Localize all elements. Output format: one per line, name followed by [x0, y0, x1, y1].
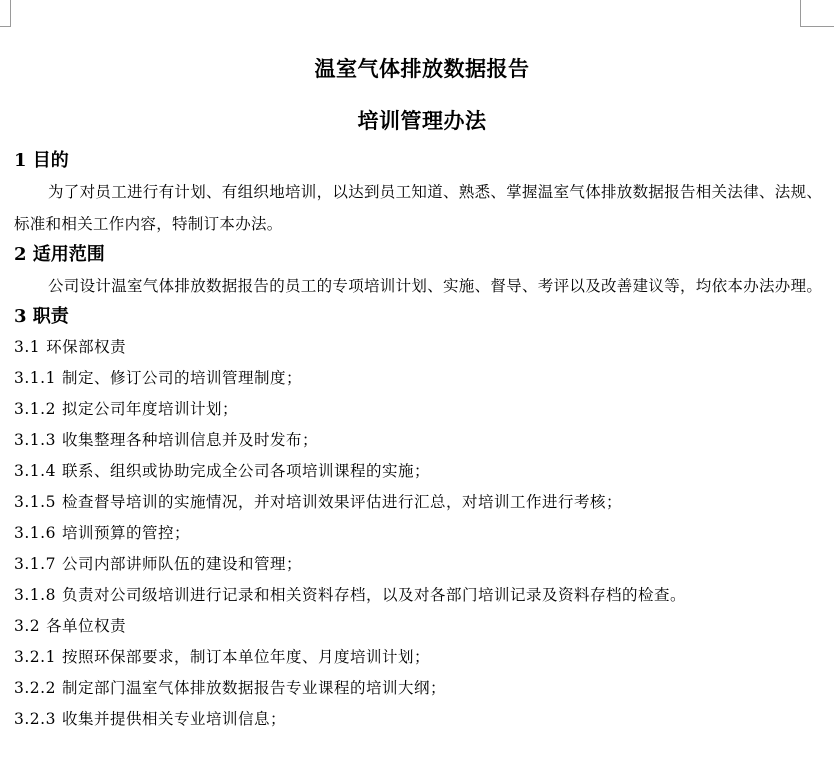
page-corner-mark-right: [800, 0, 834, 27]
list-item: [14, 332, 830, 363]
section-paragraph-scope: 公司设计温室气体排放数据报告的员工的专项培训计划、实施、督导、考评以及改善建议等，均依本办法办理。: [48, 277, 823, 295]
item-text: 制定、修订公司的培训管理制度；: [61, 369, 302, 387]
document-title: 温室气体排放数据报告: [314, 56, 530, 81]
list-item: [14, 580, 830, 611]
section-paragraph-purpose: 为了对员工进行有计划、有组织地培训，以达到员工知道、熟悉、掌握温室气体排放数据报告相关法律、法规、标准和相关工作内容，特制订本办法。: [14, 183, 823, 233]
item-number: 3.2.2: [14, 679, 56, 697]
item-text: 培训预算的管控；: [61, 524, 190, 542]
item-text: 各单位权责: [46, 617, 127, 635]
item-number: 3.1.2: [14, 400, 56, 418]
section-heading-purpose: 1 目的: [14, 150, 69, 171]
item-number: 3.2: [14, 617, 41, 635]
list-item: [14, 704, 830, 735]
item-text: 收集并提供相关专业培训信息；: [61, 710, 286, 728]
list-item: [14, 487, 830, 518]
list-item: [14, 394, 830, 425]
item-text: 收集整理各种培训信息并及时发布；: [61, 431, 318, 449]
list-item: [14, 611, 830, 642]
item-number: 3.1: [14, 338, 41, 356]
item-number: 3.1.3: [14, 431, 56, 449]
item-number: 3.1.7: [14, 555, 56, 573]
item-number: 3.1.4: [14, 462, 56, 480]
document-page: [14, 52, 830, 735]
item-text: 检查督导培训的实施情况，并对培训效果评估进行汇总，对培训工作进行考核；: [61, 493, 622, 511]
list-item: [14, 363, 830, 394]
item-text: 联系、组织或协助完成全公司各项培训课程的实施；: [61, 462, 430, 480]
list-item: [14, 518, 830, 549]
item-text: 拟定公司年度培训计划；: [61, 400, 238, 418]
item-number: 3.1.6: [14, 524, 56, 542]
item-number: 3.1.1: [14, 369, 56, 387]
item-text: 按照环保部要求，制订本单位年度、月度培训计划；: [61, 648, 430, 666]
list-item: [14, 642, 830, 673]
item-number: 3.1.5: [14, 493, 56, 511]
document-subtitle: 培训管理办法: [357, 108, 487, 133]
item-number: 3.2.1: [14, 648, 56, 666]
list-item: [14, 425, 830, 456]
list-item: [14, 549, 830, 580]
responsibility-list: [14, 332, 830, 735]
list-item: [14, 673, 830, 704]
item-number: 3.1.8: [14, 586, 56, 604]
section-heading-responsibilities: 3 职责: [14, 306, 69, 327]
item-text: 制定部门温室气体排放数据报告专业课程的培训大纲；: [61, 679, 446, 697]
item-number: 3.2.3: [14, 710, 56, 728]
section-heading-scope: 2 适用范围: [14, 244, 105, 265]
item-text: 公司内部讲师队伍的建设和管理；: [61, 555, 302, 573]
item-text: 环保部权责: [46, 338, 127, 356]
item-text: 负责对公司级培训进行记录和相关资料存档，以及对各部门培训记录及资料存档的检查。: [61, 586, 686, 604]
page-corner-mark-left: [0, 0, 11, 27]
list-item: [14, 456, 830, 487]
